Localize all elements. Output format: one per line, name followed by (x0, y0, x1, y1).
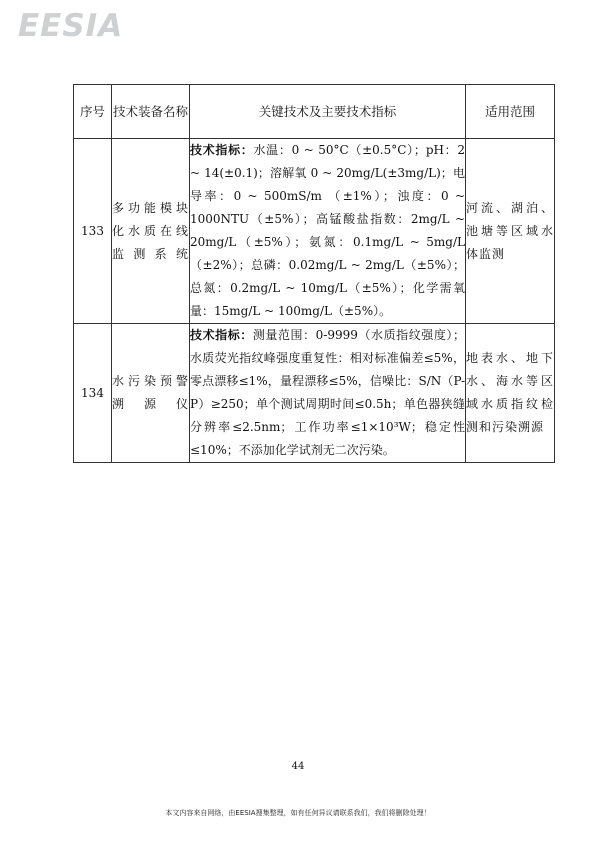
spec-label: 技术指标： (190, 143, 254, 157)
spec-text: 测量范围：0-9999（水质指纹强度）；水质荧光指纹峰强度重复性：相对标准偏差≤5%，零点漂移≤1%，量程漂移≤5%，信噪比：S/N（P-P）≥250；单个测试周期时间≤0.5h；单色器狭缝分辨率≤2.5nm；工作功率≤1×10³W；稳定性≤10%；不添加化学试剂无二次污染。 (190, 328, 465, 457)
equipment-table (73, 84, 555, 463)
row-index: 134 (74, 324, 112, 463)
header-specs: 关键技术及主要技术指标 (190, 85, 466, 139)
row-index: 133 (74, 139, 112, 324)
scope-cell: 地表水、地下水、海水等区域水质指纹检测和污染溯源 (466, 324, 555, 463)
scope-cell: 河流、湖泊、池塘等区域水体监测 (466, 139, 555, 324)
spec-label: 技术指标： (190, 328, 253, 342)
footer-disclaimer: 本文内容来自网络，由EESIA搜集整理，如有任何异议请联系我们，我们将删除处理！ (165, 809, 431, 817)
header-scope: 适用范围 (466, 85, 555, 139)
eesia-logo: EESIA (18, 8, 124, 44)
table-row (74, 139, 555, 324)
table-row (74, 324, 555, 463)
page-number: 44 (291, 761, 305, 772)
spec-text: 水温：0 ~ 50°C（±0.5°C）；pH：2 ~ 14(±0.1)；溶解氧 0 ~ 20mg/L(±3mg/L)；电导率：0 ~ 500mS/m （±1%）；浊度：0 ~ 1000NTU（±5%）；高锰酸盐指数：2mg/L ~ 20mg/L（±5%）；氨氮：0.1mg/L ~ 5mg/L（±2%）；总磷：0.02mg/L ~ 2mg/L（±5%）；总氮：0.2mg/L ~ 10mg/L（±5%）；化学需氧量：15mg/L ~ 100mg/L（±5%）。 (190, 143, 465, 318)
header-index: 序号 (74, 85, 112, 139)
equipment-name: 水污染预警溯源仪 (112, 324, 190, 463)
spec-cell (190, 324, 466, 463)
equipment-name: 多功能模块化水质在线监测系统 (112, 139, 190, 324)
table-header-row (74, 85, 555, 139)
header-name: 技术装备名称 (112, 85, 190, 139)
spec-cell (190, 139, 466, 324)
